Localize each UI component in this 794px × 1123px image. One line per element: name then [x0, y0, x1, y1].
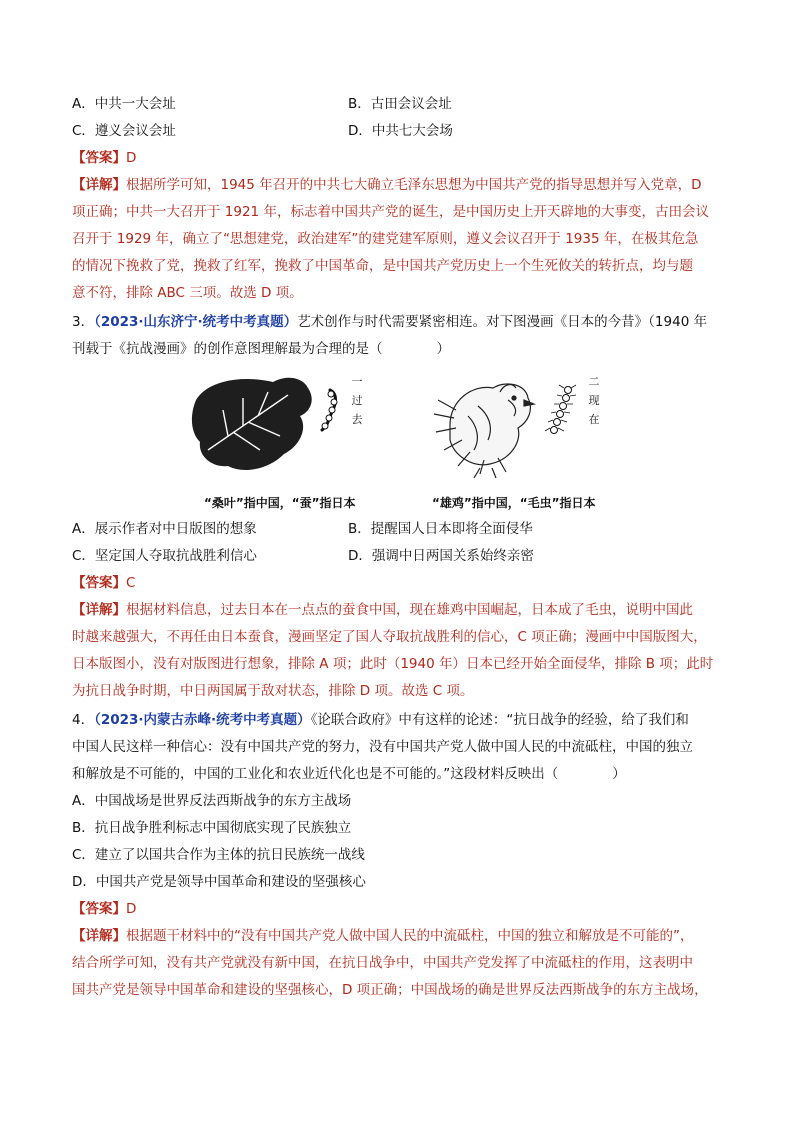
q4-answer [72, 899, 136, 919]
q4-option-a: A．中国战场是世界反法西斯战争的东方主战场 [72, 793, 352, 809]
q4-explanation-line-2: 结合所学可知，没有共产党就没有新中国，在抗日战争中，中国共产党发挥了中流砥柱的作用，这表明中 [72, 955, 693, 971]
q2-explanation-line-3: 召开于 1929 年，确立了“思想建党，政治建军”的建党建军原则，遵义会议召开于 1935 年，在极其危急 [72, 231, 699, 247]
q3-explanation-line-4: 为抗日战争时期，中日两国属于敌对状态，排除 D 项。故选 C 项。 [72, 683, 474, 699]
q4-explanation-line-1 [72, 926, 694, 946]
question-source: （2023·山东济宁·统考中考真题） [94, 314, 298, 330]
q2-explanation-line-5: 意不符，排除 ABC 三项。故选 D 项。 [72, 285, 303, 301]
q4-option-b: B．抗日战争胜利标志中国彻底实现了民族独立 [72, 820, 352, 836]
panel-label-past: 一过去 [351, 375, 363, 426]
q3-option-a: A．展示作者对中日版图的想象 [72, 521, 257, 537]
q4-option-c: C．建立了以国共合作为主体的抗日民族统一战线 [72, 847, 365, 863]
caption-present: “雄鸡”指中国，“毛虫”指日本 [432, 496, 596, 510]
caption-past: “桑叶”指中国，“蚕”指日本 [204, 496, 356, 510]
q3-stem-line-1 [72, 312, 707, 332]
q2-option-d: D．中共七大会场 [348, 123, 453, 139]
q4-explanation-line-3: 国共产党是领导中国革命和建设的坚强核心，D 项正确；中国战场的确是世界反法西斯战争的东方主战场， [72, 982, 708, 998]
q4-stem-line-1 [72, 710, 689, 730]
q3-option-b: B．提醒国人日本即将全面侵华 [348, 521, 533, 537]
q4-option-d: D．中国共产党是领导中国革命和建设的坚强核心 [72, 874, 366, 890]
answer-label: 【答案】 [72, 575, 126, 591]
q4-stem-line-2: 中国人民这样一种信心：没有中国共产党的努力，没有中国共产党人做中国人民的中流砥柱，中国的独立 [72, 739, 693, 755]
q3-option-c: C．坚定国人夺取抗战胜利信心 [72, 548, 257, 564]
q3-explanation-line-1 [72, 600, 693, 620]
q2-answer [72, 148, 136, 168]
answer-value: D [126, 150, 137, 166]
q2-option-c: C．遵义会议会址 [72, 123, 176, 139]
q3-answer [72, 573, 135, 593]
answer-value: D [126, 901, 137, 917]
answer-value: C [126, 575, 136, 591]
q2-explanation-line-2: 项正确；中共一大召开于 1921 年，标志着中国共产党的诞生，是中国历史上开天辟地的大事变，古田会议 [72, 204, 709, 220]
explain-text: 根据所学可知，1945 年召开的中共七大确立毛泽东思想为中国共产党的指导思想并写入党章，D [126, 177, 702, 193]
answer-label: 【答案】 [72, 150, 126, 166]
question-number: 3． [72, 314, 95, 330]
cartoon-figure [188, 370, 608, 510]
mulberry-leaf-icon [192, 378, 312, 470]
answer-label: 【答案】 [72, 901, 126, 917]
explain-label: 【详解】 [72, 602, 126, 618]
caterpillar-icon [545, 385, 576, 434]
question-text: 《论联合政府》中有这样的论述：“抗日战争的经验，给了我们和 [310, 712, 689, 728]
q2-option-a: A．中共一大会址 [72, 96, 176, 112]
q2-explanation-line-4: 的情况下挽救了党，挽救了红军，挽救了中国革命，是中国共产党历史上一个生死攸关的转折点，均与题 [72, 258, 693, 274]
explain-text: 根据材料信息，过去日本在一点点的蚕食中国，现在雄鸡中国崛起，日本成了毛虫，说明中国此 [126, 602, 693, 618]
question-source: （2023·内蒙古赤峰·统考中考真题） [94, 712, 311, 728]
panel-label-present: 二现在 [588, 375, 600, 426]
question-text: 艺术创作与时代需要紧密相连。对下图漫画《日本的今昔》（1940 年 [297, 314, 708, 330]
q2-option-b: B．古田会议会址 [348, 96, 452, 112]
explain-text: 根据题干材料中的“没有中国共产党人做中国人民的中流砥柱，中国的独立和解放是不可能的”， [126, 928, 694, 944]
explain-label: 【详解】 [72, 177, 126, 193]
q3-option-d: D．强调中日两国关系始终亲密 [348, 548, 534, 564]
q4-stem-line-3: 和解放是不可能的，中国的工业化和农业近代化也是不可能的。”这段材料反映出（ ） [72, 766, 626, 782]
cartoon-illustration [188, 370, 608, 480]
question-number: 4． [72, 712, 95, 728]
rooster-icon [434, 384, 534, 478]
q3-explanation-line-2: 时越来越强大，不再任由日本蚕食，漫画坚定了国人夺取抗战胜利的信心，C 项正确；漫画中中国版图大， [72, 629, 707, 645]
q3-stem-line-2: 刊载于《抗战漫画》的创作意图理解最为合理的是（ ） [72, 341, 450, 357]
q3-explanation-line-3: 日本版图小，没有对版图进行想象，排除 A 项；此时（1940 年）日本已经开始全面侵华，排除 B 项；此时 [72, 656, 714, 672]
explain-label: 【详解】 [72, 928, 126, 944]
q2-explanation-line-1 [72, 175, 702, 195]
